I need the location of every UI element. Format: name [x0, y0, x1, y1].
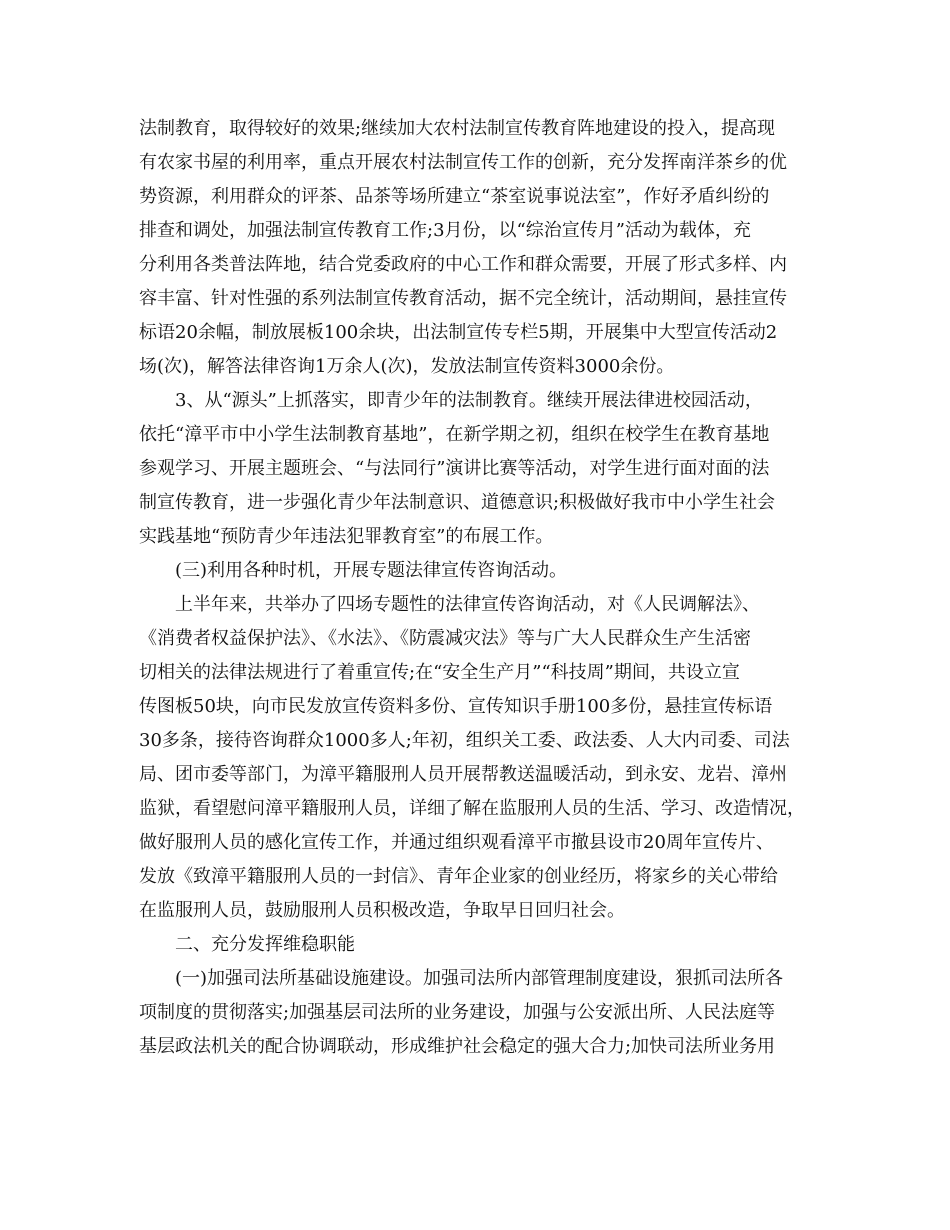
text-line: 实践基地“预防青少年违法犯罪教育室”的布展工作。: [139, 526, 554, 547]
text-line: 分利用各类普法阵地，结合党委政府的中心工作和群众需要，开展了形式多样、内: [139, 254, 787, 275]
text-line: 项制度的贯彻落实;加强基层司法所的业务建设，加强与公安派出所、人民法庭等: [139, 1002, 776, 1023]
document-body: [139, 112, 819, 1064]
text-line: 法制教育，取得较好的效果;继续加大农村法制宣传教育阵地建设的投入，提高现: [139, 118, 776, 139]
text-line: 在监服刑人员，鼓励服刑人员积极改造，争取早日回归社会。: [139, 900, 625, 921]
text-line: 基层政法机关的配合协调联动，形成维护社会稳定的强大合力;加快司法所业务用: [139, 1036, 776, 1057]
text-line: 排查和调处，加强法制宣传教育工作;3月份，以“综治宣传月”活动为载体，充: [139, 220, 751, 241]
text-line: 有农家书屋的利用率，重点开展农村法制宣传工作的创新，充分发挥南洋茶乡的优: [139, 152, 787, 173]
text-line: 容丰富、针对性强的系列法制宣传教育活动，据不完全统计，活动期间，悬挂宣传: [139, 288, 787, 309]
text-line: 发放《致漳平籍服刑人员的一封信》、青年企业家的创业经历，将家乡的关心带给: [139, 866, 778, 887]
text-line: 《消费者权益保护法》、《水法》、《防震减灾法》等与广大人民群众生产生活密: [139, 628, 751, 649]
text-line: (一)加强司法所基础设施建设。加强司法所内部管理制度建设，狠抓司法所各: [175, 968, 784, 989]
text-line: 参观学习、开展主题班会、“与法同行”演讲比赛等活动，对学生进行面对面的法: [139, 458, 770, 479]
text-line: 30多条，接待咨询群众1000多人;年初，组织关工委、政法委、人大内司委、司法: [139, 730, 790, 751]
text-line: 势资源，利用群众的评茶、品茶等场所建立“茶室说事说法室”，作好矛盾纠纷的: [139, 186, 770, 207]
text-line: 场(次)，解答法律咨询1万余人(次)，发放法制宣传资料3000余份。: [139, 356, 675, 377]
text-line: 做好服刑人员的感化宣传工作，并通过组织观看漳平市撤县设市20周年宣传片、: [139, 832, 774, 853]
text-line: 制宣传教育，进一步强化青少年法制意识、道德意识;积极做好我市中小学生社会: [139, 492, 776, 513]
text-line: 二、充分发挥维稳职能: [175, 934, 355, 955]
text-line: 3、从“源头”上抓落实，即青少年的法制教育。继续开展法律进校园活动，: [175, 390, 763, 411]
text-line: 标语20余幅，制放展板100余块，出法制宣传专栏5期，开展集中大型宣传活动2: [139, 322, 778, 343]
text-line: 上半年来，共举办了四场专题性的法律宣传咨询活动，对《人民调解法》、: [175, 594, 760, 615]
text-line: 监狱，看望慰问漳平籍服刑人员，详细了解在监服刑人员的生活、学习、改造情况，: [139, 798, 805, 819]
text-line: 局、团市委等部门，为漳平籍服刑人员开展帮教送温暖活动，到永安、龙岩、漳州: [139, 764, 787, 785]
text-line: 切相关的法律法规进行了着重宣传;在“安全生产月”“科技周”期间，共设立宣: [139, 662, 740, 683]
text-line: 传图板50块，向市民发放宣传资料多份、宣传知识手册100多份，悬挂宣传标语: [139, 696, 773, 717]
text-line: (三)利用各种时机，开展专题法律宣传咨询活动。: [175, 560, 568, 581]
text-line: 依托“漳平市中小学生法制教育基地”，在新学期之初，组织在校学生在教育基地: [139, 424, 770, 445]
